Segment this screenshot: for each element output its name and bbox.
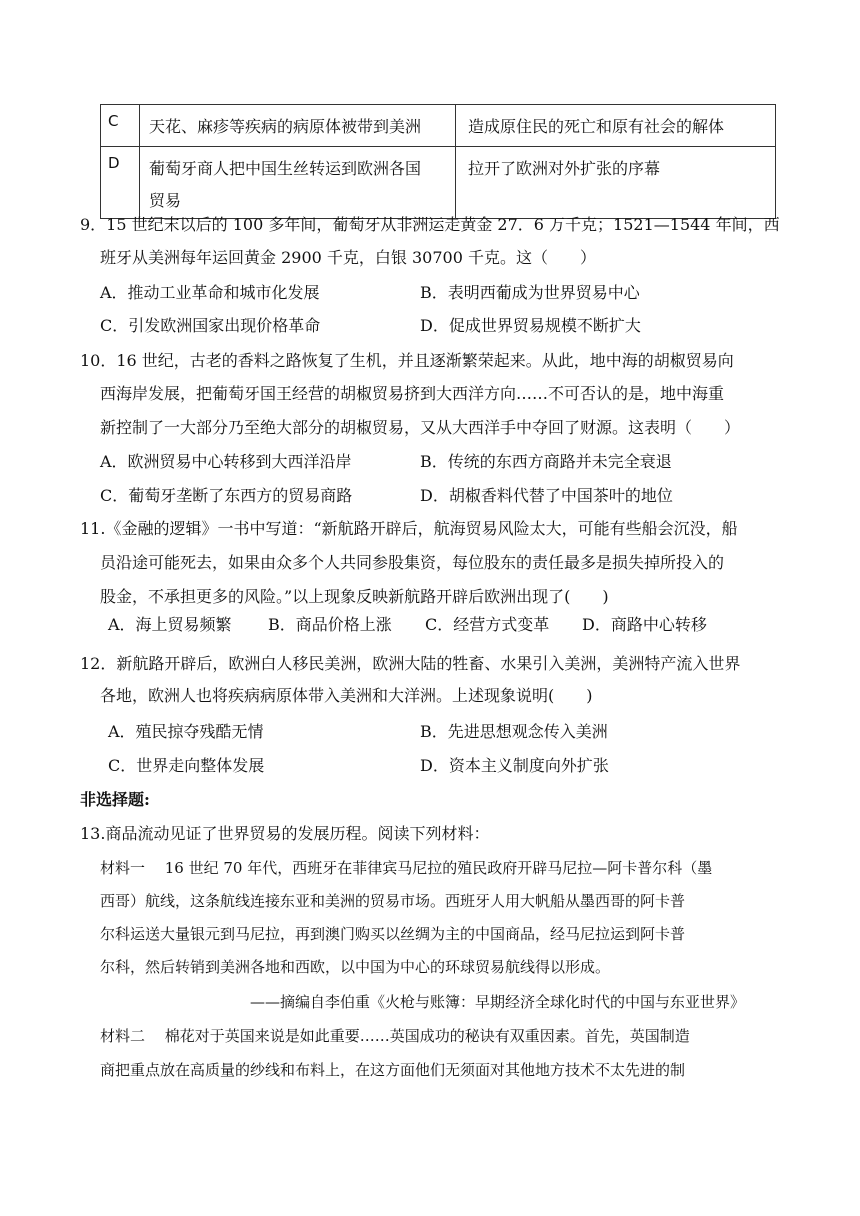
- question-12-stem: 12．新航路开辟后，欧洲白人移民美洲，欧洲大陆的牲畜、水果引入美洲，美洲特产流入世界: [80, 654, 741, 673]
- option-b: B．传统的东西方商路并未完全衰退: [420, 452, 672, 471]
- option-d: D．商路中心转移: [582, 615, 707, 634]
- option-d: D．促成世界贸易规模不断扩大: [420, 316, 641, 335]
- option-c: C．经营方式变革: [425, 615, 550, 634]
- answer-table: [100, 104, 776, 219]
- cause-text: 葡萄牙商人把中国生丝转运到欧洲各国: [149, 159, 422, 178]
- question-13-stem: 13.商品流动见证了世界贸易的发展历程。阅读下列材料：: [80, 824, 490, 843]
- question-11-stem: 11.《金融的逻辑》一书中写道：“新航路开辟后，航海贸易风险太大，可能有些船会沉没，船: [80, 519, 738, 538]
- question-12-stem: 各地，欧洲人也将疾病病原体带入美洲和大洋洲。上述现象说明( ): [100, 686, 593, 705]
- cause-cell: 天花、麻疹等疾病的病原体被带到美洲: [140, 105, 456, 147]
- cause-text: 贸易: [149, 191, 182, 210]
- table-row: [101, 105, 776, 147]
- option-a: A．推动工业革命和城市化发展: [100, 283, 320, 302]
- material-1-text: 尔科运送大量银元到马尼拉，再到澳门购买以丝绸为主的中国商品，经马尼拉运到阿卡普: [100, 925, 686, 943]
- question-11-stem: 员沿途可能死去，如果由众多个人共同参股集资，每位股东的责任最多是损失掉所投入的: [100, 553, 725, 572]
- material-2-text: 材料二 棉花对于英国来说是如此重要……英国成功的秘诀有双重因素。首先，英国制造: [100, 1027, 690, 1045]
- material-1-text: 西哥）航线，这条航线连接东亚和美洲的贸易市场。西班牙人用大帆船从墨西哥的阿卡普: [100, 892, 686, 910]
- option-b: B．先进思想观念传入美洲: [420, 722, 608, 741]
- option-c: C．葡萄牙垄断了东西方的贸易商路: [100, 486, 353, 505]
- option-a: A．殖民掠夺残酷无情: [108, 722, 264, 741]
- option-a: A．海上贸易频繁: [108, 615, 232, 634]
- section-title: 非选择题:: [80, 790, 150, 809]
- option-letter: D: [101, 147, 140, 219]
- option-b: B．表明西葡成为世界贸易中心: [420, 283, 640, 302]
- question-10-stem: 10．16 世纪，古老的香料之路恢复了生机，并且逐渐繁荣起来。从此，地中海的胡椒贸易向: [80, 351, 734, 370]
- table-row: [101, 147, 776, 219]
- material-1-text: 材料一 16 世纪 70 年代，西班牙在菲律宾马尼拉的殖民政府开辟马尼拉—阿卡普尔科（墨: [100, 859, 713, 877]
- option-a: A．欧洲贸易中心转移到大西洋沿岸: [100, 452, 352, 471]
- cause-cell: [140, 147, 456, 219]
- question-10-stem: 西海岸发展，把葡萄牙国王经营的胡椒贸易挤到大西洋方向……不可否认的是，地中海重: [100, 384, 725, 403]
- question-9-stem: 9．15 世纪末以后的 100 多年间，葡萄牙从非洲运走黄金 27．6 万千克；1521—1544 年间，西: [80, 215, 780, 234]
- material-1-text: 尔科，然后转销到美洲各地和西欧，以中国为中心的环球贸易航线得以形成。: [100, 958, 611, 976]
- question-11-stem: 股金，不承担更多的风险。”以上现象反映新航路开辟后欧洲出现了( ): [100, 587, 609, 606]
- material-2-text: 商把重点放在高质量的纱线和布料上，在这方面他们无须面对其他地方技术不太先进的制: [100, 1061, 686, 1079]
- question-10-stem: 新控制了一大部分乃至绝大部分的胡椒贸易，又从大西洋手中夺回了财源。这表明（ ）: [100, 418, 741, 437]
- option-letter: C: [101, 105, 140, 147]
- question-9-stem: 班牙从美洲每年运回黄金 2900 千克，白银 30700 千克。这（ ）: [100, 248, 596, 267]
- effect-cell: 拉开了欧洲对外扩张的序幕: [456, 147, 776, 219]
- option-d: D．资本主义制度向外扩张: [420, 756, 609, 775]
- option-c: C．引发欧洲国家出现价格革命: [100, 316, 321, 335]
- effect-cell: 造成原住民的死亡和原有社会的解体: [456, 105, 776, 147]
- option-b: B．商品价格上涨: [268, 615, 392, 634]
- material-1-source: ——摘编自李伯重《火枪与账簿：早期经济全球化时代的中国与东亚世界》: [250, 993, 746, 1011]
- option-d: D．胡椒香料代替了中国茶叶的地位: [420, 486, 673, 505]
- option-c: C．世界走向整体发展: [108, 756, 265, 775]
